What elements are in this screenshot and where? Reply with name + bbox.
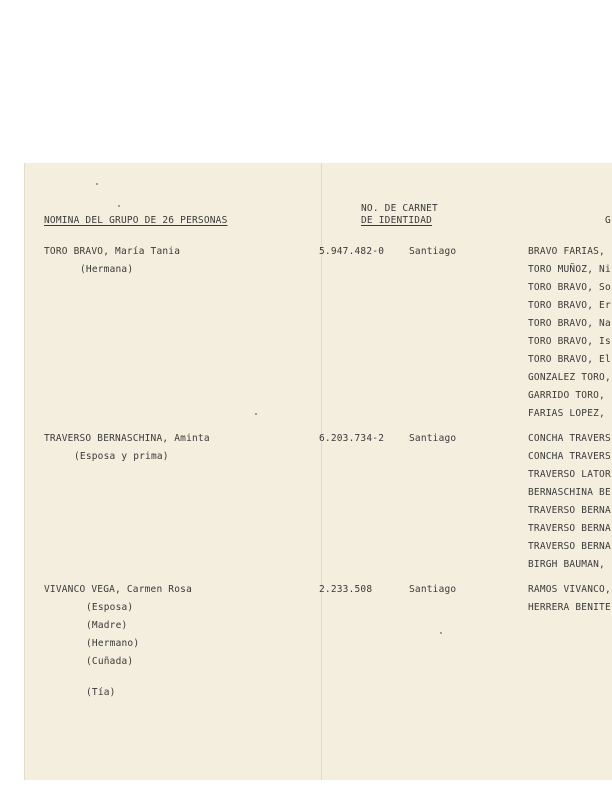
paper-speck	[255, 413, 257, 415]
member-name: TORO BRAVO, So	[528, 282, 611, 293]
member-name: HERRERA BENITE	[528, 602, 611, 613]
column3-header-fragment: G	[605, 215, 611, 226]
relation-label: (Esposa y prima)	[74, 451, 169, 462]
member-name: GONZALEZ TORO,	[528, 372, 611, 383]
city: Santiago	[409, 584, 457, 595]
member-name: TRAVERSO BERNA	[528, 523, 611, 534]
paper-speck	[440, 632, 442, 634]
person-name: VIVANCO VEGA, Carmen Rosa	[44, 584, 192, 595]
member-name: BERNASCHINA BE	[528, 487, 611, 498]
member-name: CONCHA TRAVERS	[528, 433, 611, 444]
carnet-number: 5.947.482-0	[319, 246, 385, 257]
relation-label: (Tía)	[86, 687, 116, 698]
member-name: TORO MUÑOZ, Ni	[528, 264, 611, 275]
nomina-header: NOMINA DEL GRUPO DE 26 PERSONAS	[44, 215, 228, 226]
member-name: BRAVO FARIAS,	[528, 246, 605, 257]
city: Santiago	[409, 246, 457, 257]
member-name: FARIAS LOPEZ,	[528, 408, 605, 419]
carnet-number: 6.203.734-2	[319, 433, 385, 444]
paper-speck	[96, 183, 98, 185]
member-name: RAMOS VIVANCO,	[528, 584, 611, 595]
member-name: BIRGH BAUMAN,	[528, 559, 605, 570]
person-name: TORO BRAVO, María Tania	[44, 246, 181, 257]
carnet-header-line1: NO. DE CARNET	[361, 203, 438, 214]
person-name: TRAVERSO BERNASCHINA, Aminta	[44, 433, 210, 444]
member-name: TRAVERSO BERNA	[528, 505, 611, 516]
member-name: TRAVERSO BERNA	[528, 541, 611, 552]
relation-label: (Cuñada)	[86, 656, 134, 667]
relation-label: (Hermano)	[86, 638, 140, 649]
relation-label: (Hermana)	[80, 264, 134, 275]
relation-label: (Madre)	[86, 620, 128, 631]
member-name: TORO BRAVO, El	[528, 354, 611, 365]
member-name: CONCHA TRAVERS	[528, 451, 611, 462]
relation-label: (Esposa)	[86, 602, 134, 613]
city: Santiago	[409, 433, 457, 444]
member-name: GARRIDO TORO,	[528, 390, 605, 401]
paper-speck	[118, 205, 120, 207]
member-name: TRAVERSO LATOR	[528, 469, 611, 480]
member-name: TORO BRAVO, Na	[528, 318, 611, 329]
member-name: TORO BRAVO, Is	[528, 336, 611, 347]
carnet-header-line2: DE IDENTIDAD	[361, 215, 433, 226]
carnet-number: 2.233.508	[319, 584, 373, 595]
member-name: TORO BRAVO, Er	[528, 300, 611, 311]
